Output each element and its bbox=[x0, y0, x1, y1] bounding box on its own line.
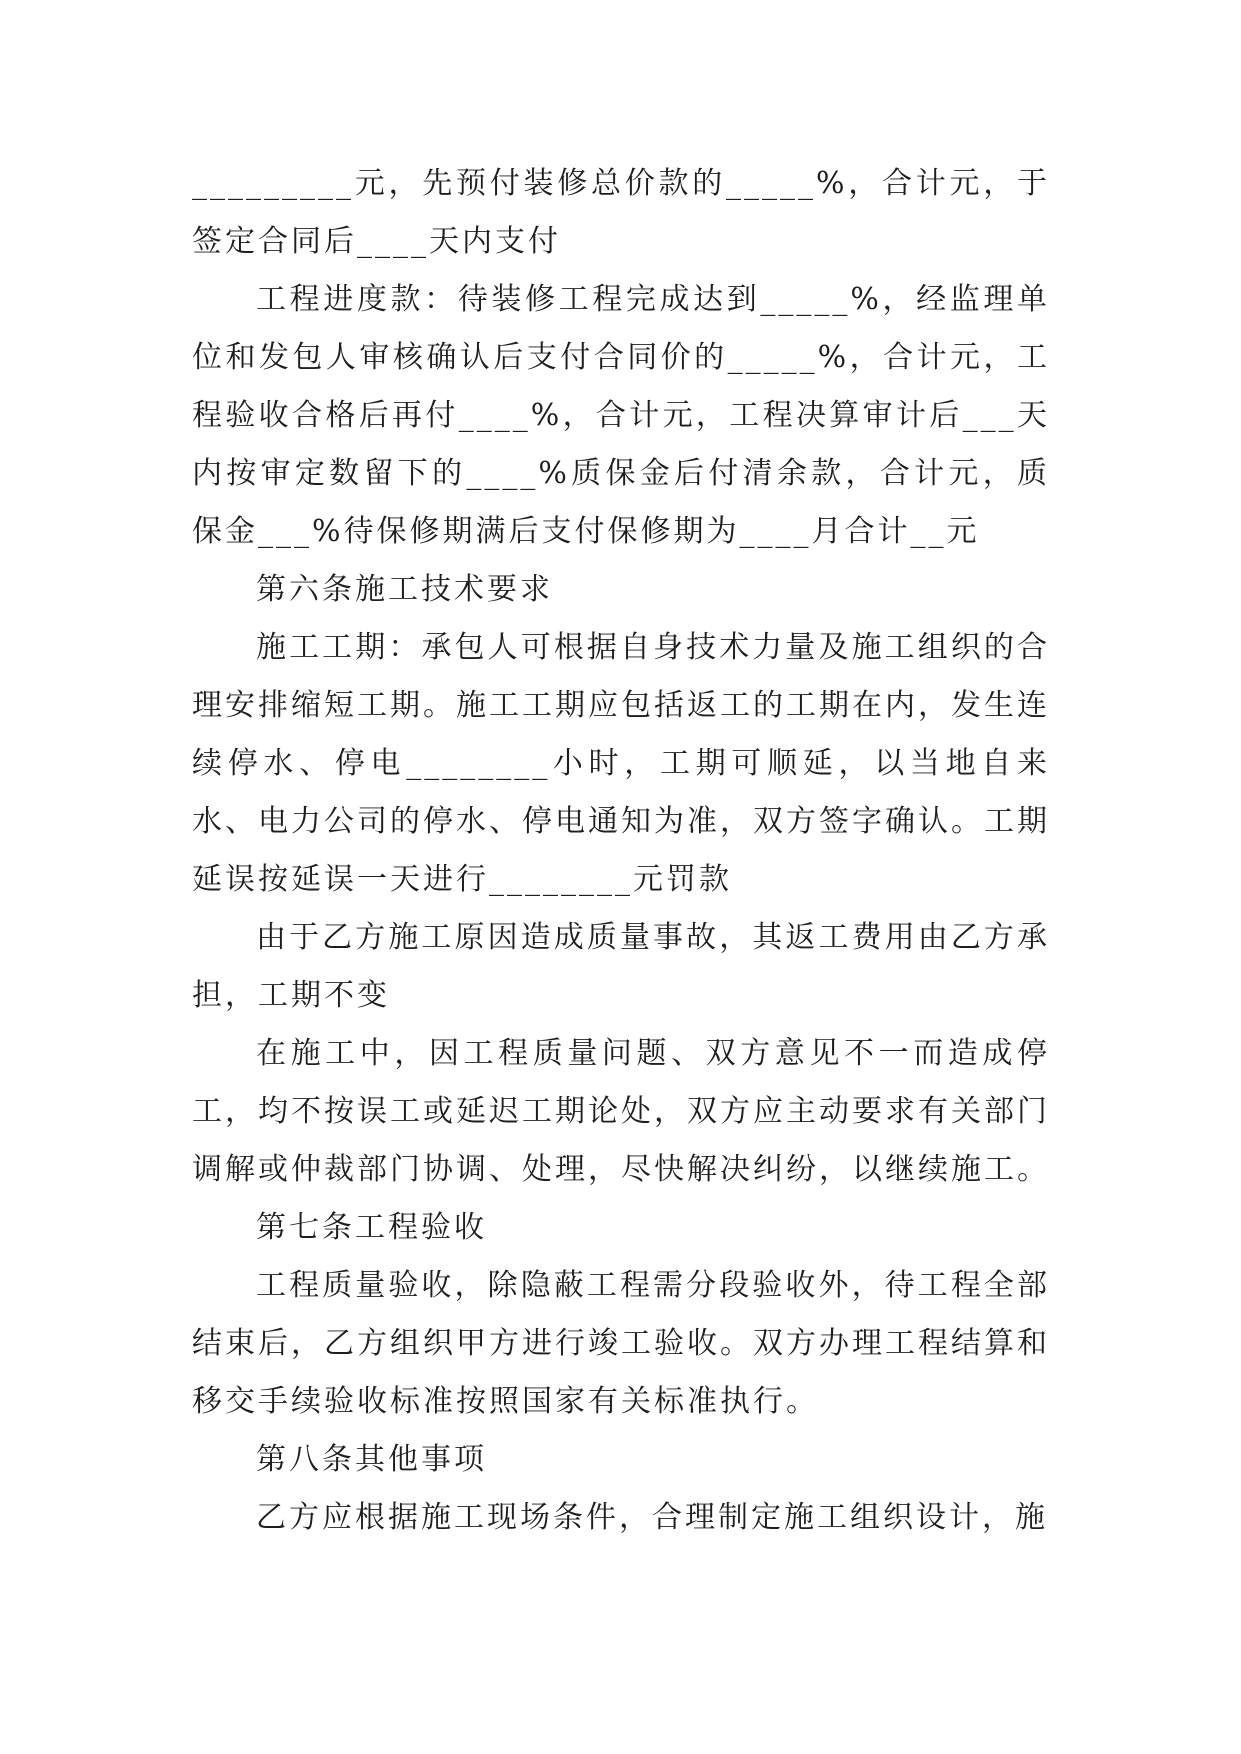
paragraph-quality-accident: 由于乙方施工原因造成质量事故，其返工费用由乙方承担，工期不变 bbox=[192, 920, 1050, 1013]
section-heading-6: 第六条施工技术要求 bbox=[256, 572, 553, 607]
section-heading-8: 第八条其他事项 bbox=[256, 1442, 487, 1477]
paragraph-progress-payment: 工程进度款：待装修工程完成达到_____%，经监理单位和发包人审核确认后支付合同价的_____%，合计元，工程验收合格后再付____%，合计元，工程决算审计后___天内按审定数留下的____%质保金后付清余款，合计元，质保金___%待保修期满后支付保修期为____月合计__元 bbox=[192, 282, 1050, 549]
paragraph-payment-advance: _________元，先预付装修总价款的_____%，合计元，于签定合同后____天内支付 bbox=[192, 166, 1050, 259]
paragraph-acceptance: 工程质量验收，除隐蔽工程需分段验收外，待工程全部结束后，乙方组织甲方进行竣工验收。双方办理工程结算和移交手续验收标准按照国家有关标准执行。 bbox=[192, 1268, 1050, 1419]
paragraph-other-matters: 乙方应根据施工现场条件，合理制定施工组织设计，施 bbox=[256, 1500, 1048, 1535]
paragraph-dispute: 在施工中，因工程质量问题、双方意见不一而造成停工，均不按误工或延迟工期论处，双方应主动要求有关部门调解或仲裁部门协调、处理，尽快解决纠纷，以继续施工。 bbox=[192, 1036, 1050, 1187]
document-page bbox=[192, 155, 1050, 1547]
paragraph-construction-period: 施工工期：承包人可根据自身技术力量及施工组织的合理安排缩短工期。施工工期应包括返工的工期在内，发生连续停水、停电________小时，工期可顺延，以当地自来水、电力公司的停水、停电通知为准，双方签字确认。工期延误按延误一天进行________元罚款 bbox=[192, 630, 1050, 897]
section-heading-7: 第七条工程验收 bbox=[256, 1210, 487, 1245]
